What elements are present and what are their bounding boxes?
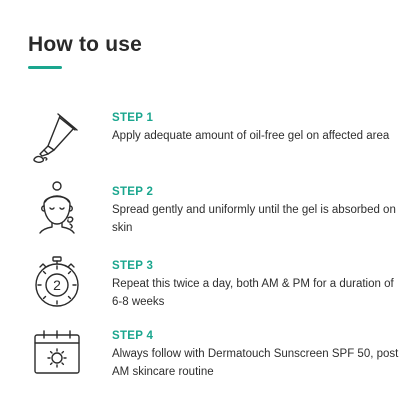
step-2-text: Spread gently and uniformly until the gel is absorbed on skin — [112, 204, 396, 234]
step-2-label: STEP 2 — [112, 186, 154, 198]
step-3-label: STEP 3 — [112, 260, 154, 272]
step-4-label: STEP 4 — [112, 330, 154, 342]
face-icon — [30, 180, 84, 234]
stopwatch-icon — [30, 256, 84, 310]
title-underline — [28, 66, 62, 69]
step-1-label: STEP 1 — [112, 112, 154, 124]
calendar-sun-icon — [30, 326, 84, 380]
step-2 — [0, 186, 416, 254]
step-1 — [0, 112, 416, 180]
page-title: How to use — [28, 33, 143, 56]
gel-tube-icon — [30, 112, 84, 166]
step-3-text: Repeat this twice a day, both AM & PM for a duration of 6-8 weeks — [112, 278, 394, 308]
step-4-text: Always follow with Dermatouch Sunscreen SPF 50, post AM skincare routine — [112, 348, 399, 378]
step-4 — [0, 330, 416, 398]
stopwatch-number: 2 — [53, 277, 61, 293]
step-3 — [0, 260, 416, 328]
step-1-text: Apply adequate amount of oil-free gel on affected area — [112, 130, 390, 142]
